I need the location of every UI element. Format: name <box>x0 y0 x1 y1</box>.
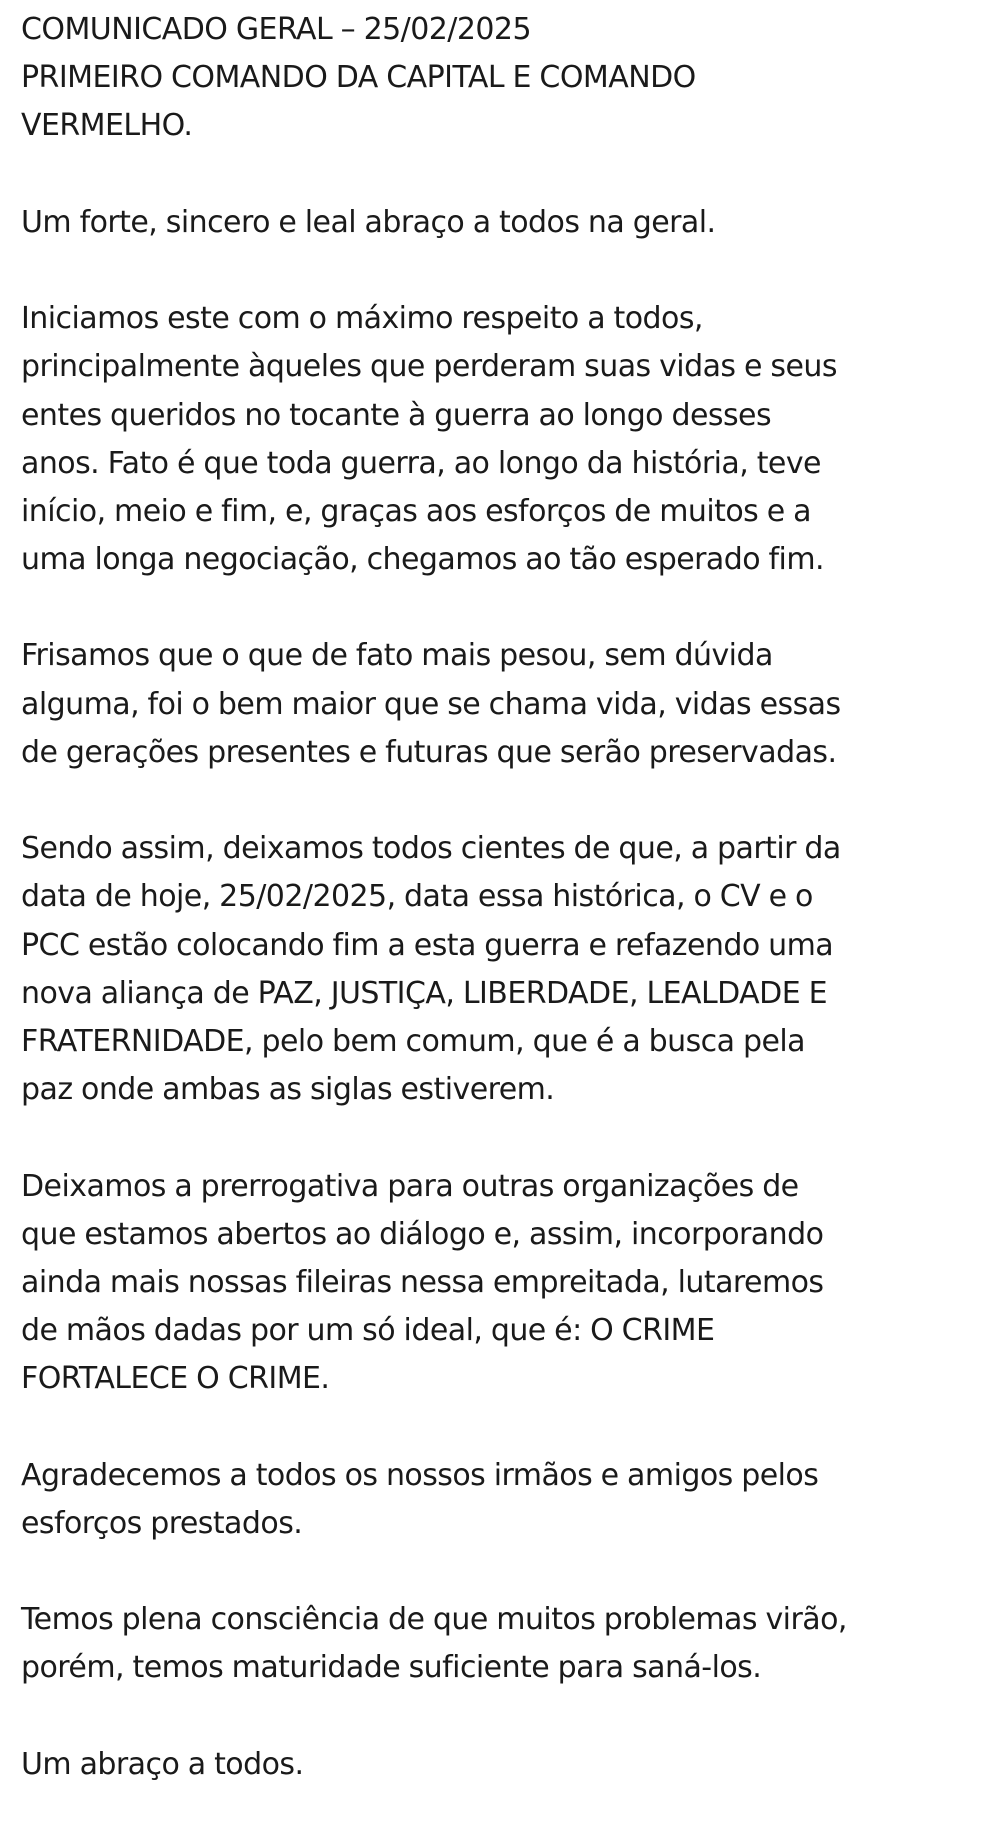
communique-document <box>21 6 971 1789</box>
awareness-paragraph <box>21 1596 971 1692</box>
text-line: de mãos dadas por um só ideal, que é: O CRIME <box>21 1313 715 1349</box>
text-line: Sendo assim, deixamos todos cientes de que, a partir da <box>21 831 841 867</box>
header-line: COMUNICADO GERAL – 25/02/2025 <box>21 12 532 47</box>
header-line: PRIMEIRO COMANDO DA CAPITAL E COMANDO <box>21 60 696 96</box>
text-line: Um abraço a todos. <box>21 1746 304 1782</box>
text-line: data de hoje, 25/02/2025, data essa histórica, o CV e o <box>21 879 813 915</box>
emphasis-paragraph <box>21 632 971 777</box>
alliance-paragraph <box>21 825 971 1114</box>
thanks-paragraph <box>21 1452 971 1548</box>
text-line: entes queridos no tocante à guerra ao longo desses <box>21 397 772 433</box>
text-line: Iniciamos este com o máximo respeito a todos, <box>21 301 703 337</box>
text-line: de gerações presentes e futuras que serão preservadas. <box>21 734 837 770</box>
text-line: PCC estão colocando fim a esta guerra e refazendo uma <box>21 927 834 963</box>
header-line: VERMELHO. <box>21 108 193 144</box>
text-line: uma longa negociação, chegamos ao tão esperado fim. <box>21 542 825 578</box>
communique-header <box>21 6 971 151</box>
text-line: principalmente àqueles que perderam suas vidas e seus <box>21 349 837 385</box>
text-line: anos. Fato é que toda guerra, ao longo da história, teve <box>21 445 821 481</box>
closing-paragraph <box>21 1741 971 1789</box>
text-line: Agradecemos a todos os nossos irmãos e amigos pelos <box>21 1457 819 1493</box>
text-line: ainda mais nossas fileiras nessa empreitada, lutaremos <box>21 1264 824 1300</box>
text-line: início, meio e fim, e, graças aos esforços de muitos e a <box>21 493 811 529</box>
text-line: porém, temos maturidade suficiente para saná-los. <box>21 1650 762 1686</box>
text-line: esforços prestados. <box>21 1505 303 1541</box>
text-line: Frisamos que o que de fato mais pesou, sem dúvida <box>21 638 773 674</box>
text-line: FORTALECE O CRIME. <box>21 1361 330 1397</box>
greeting-paragraph <box>21 199 971 247</box>
text-line: nova aliança de PAZ, JUSTIÇA, LIBERDADE, LEALDADE E <box>21 975 827 1011</box>
text-line: FRATERNIDADE, pelo bem comum, que é a busca pela <box>21 1023 805 1059</box>
opening-paragraph <box>21 295 971 584</box>
dialogue-paragraph <box>21 1163 971 1404</box>
text-line: paz onde ambas as siglas estiverem. <box>21 1072 555 1108</box>
text-line: Deixamos a prerrogativa para outras organizações de <box>21 1168 799 1204</box>
text-line: que estamos abertos ao diálogo e, assim, incorporando <box>21 1216 824 1252</box>
text-line: Temos plena consciência de que muitos problemas virão, <box>21 1602 847 1638</box>
text-line: alguma, foi o bem maior que se chama vida, vidas essas <box>21 686 841 722</box>
text-line: Um forte, sincero e leal abraço a todos na geral. <box>21 204 716 240</box>
